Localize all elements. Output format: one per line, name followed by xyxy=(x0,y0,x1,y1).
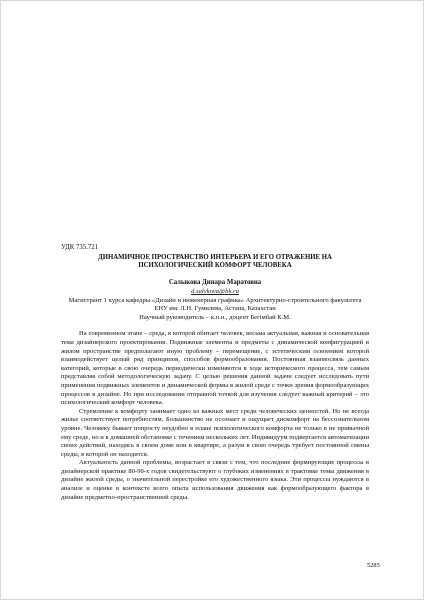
body-paragraph-3: Актуальность данной проблемы, возрастает в связи с тем, что последние формирующие процессы в дизайнерской практике 80-90-х годов свидетельствуют о глубоких изменениях в трактовке темы движения в дизайне жилой среды, о значительной перестройке его художественного языка. Эти процессы нуждаются в анализе и оценке в контексте всего опыта использования движения как формообразующего фактора в дизайне предметно-пространственной среды. xyxy=(61,459,369,501)
author-affiliation: Магистрант 1 курса кафедры «Дизайн и инженерная графика» Архитектурно-строительного факультета ЕНУ им. Л.Н. Гумилева, Астана, Казахстан xyxy=(68,296,362,313)
author-email-link[interactable]: d.salykova@bk.ru xyxy=(191,288,239,295)
author-name: Салыкова Динара Маратовна xyxy=(168,279,262,287)
body-paragraph-2: Стремление к комфорту занимает одно из важных мест среди человеческих ценностей. Но не всегда жилье соответствует потребностям. Большинство не осознает и ощущает дискомфорт на бессознательном уровне. Человеку бывает попросту неудобно в плане психологического комфорта не только в не привычной ему среде, но и в домашней обстановке с течением нескольких лет. Индивидуум подвергается автоматизации своих действий, находясь в своем доме или в квартире, а разум в свою очередь требует постоянной смены среды, в которой он находится. xyxy=(61,407,369,458)
page-number: 5285 xyxy=(367,562,380,569)
scientific-advisor: Научный руководитель – к.п.н., доцент Бегімбай К.М. xyxy=(139,313,291,321)
article-title: ДИНАМИЧНОЕ ПРОСТРАНСТВО ИНТЕРЬЕРА И ЕГО ОТРАЖЕНИЕ НА ПСИХОЛОГИЧЕСКИЙ КОМФОРТ ЧЕЛОВЕКА xyxy=(98,253,332,269)
body-paragraph-1: На современном этапе – среда, в которой обитает человек, весьма актуальная, важная и основательная тема дизайнерского проектирования. Подвижные элементы и предметы с динамической конфигурацией в жилом пространстве предполагают иную проблему – перемещение, с эстетическим освоением которой взаимодействует целый ряд принципов, способов формообразования. Постоянная взаимосвязь данных категорий, которые в свою очередь периодически изменяются в ходе исторического процесса, тем самым представляя собой методологическую задачу. С целью решения данной задачи следует исследовать пути применения подвижных элементов и динамической формы в жилой среде с точки зрения формообразующих процессов в дизайне. Но при исследовании отправной точкой для изучения следует важный критерий – это психологический комфорт человека. xyxy=(61,330,369,407)
author-email-line xyxy=(61,288,369,297)
udk-code: УДК 735.721 xyxy=(61,244,99,251)
author-block xyxy=(61,279,369,322)
article-content xyxy=(61,244,369,502)
article-body xyxy=(61,330,369,502)
